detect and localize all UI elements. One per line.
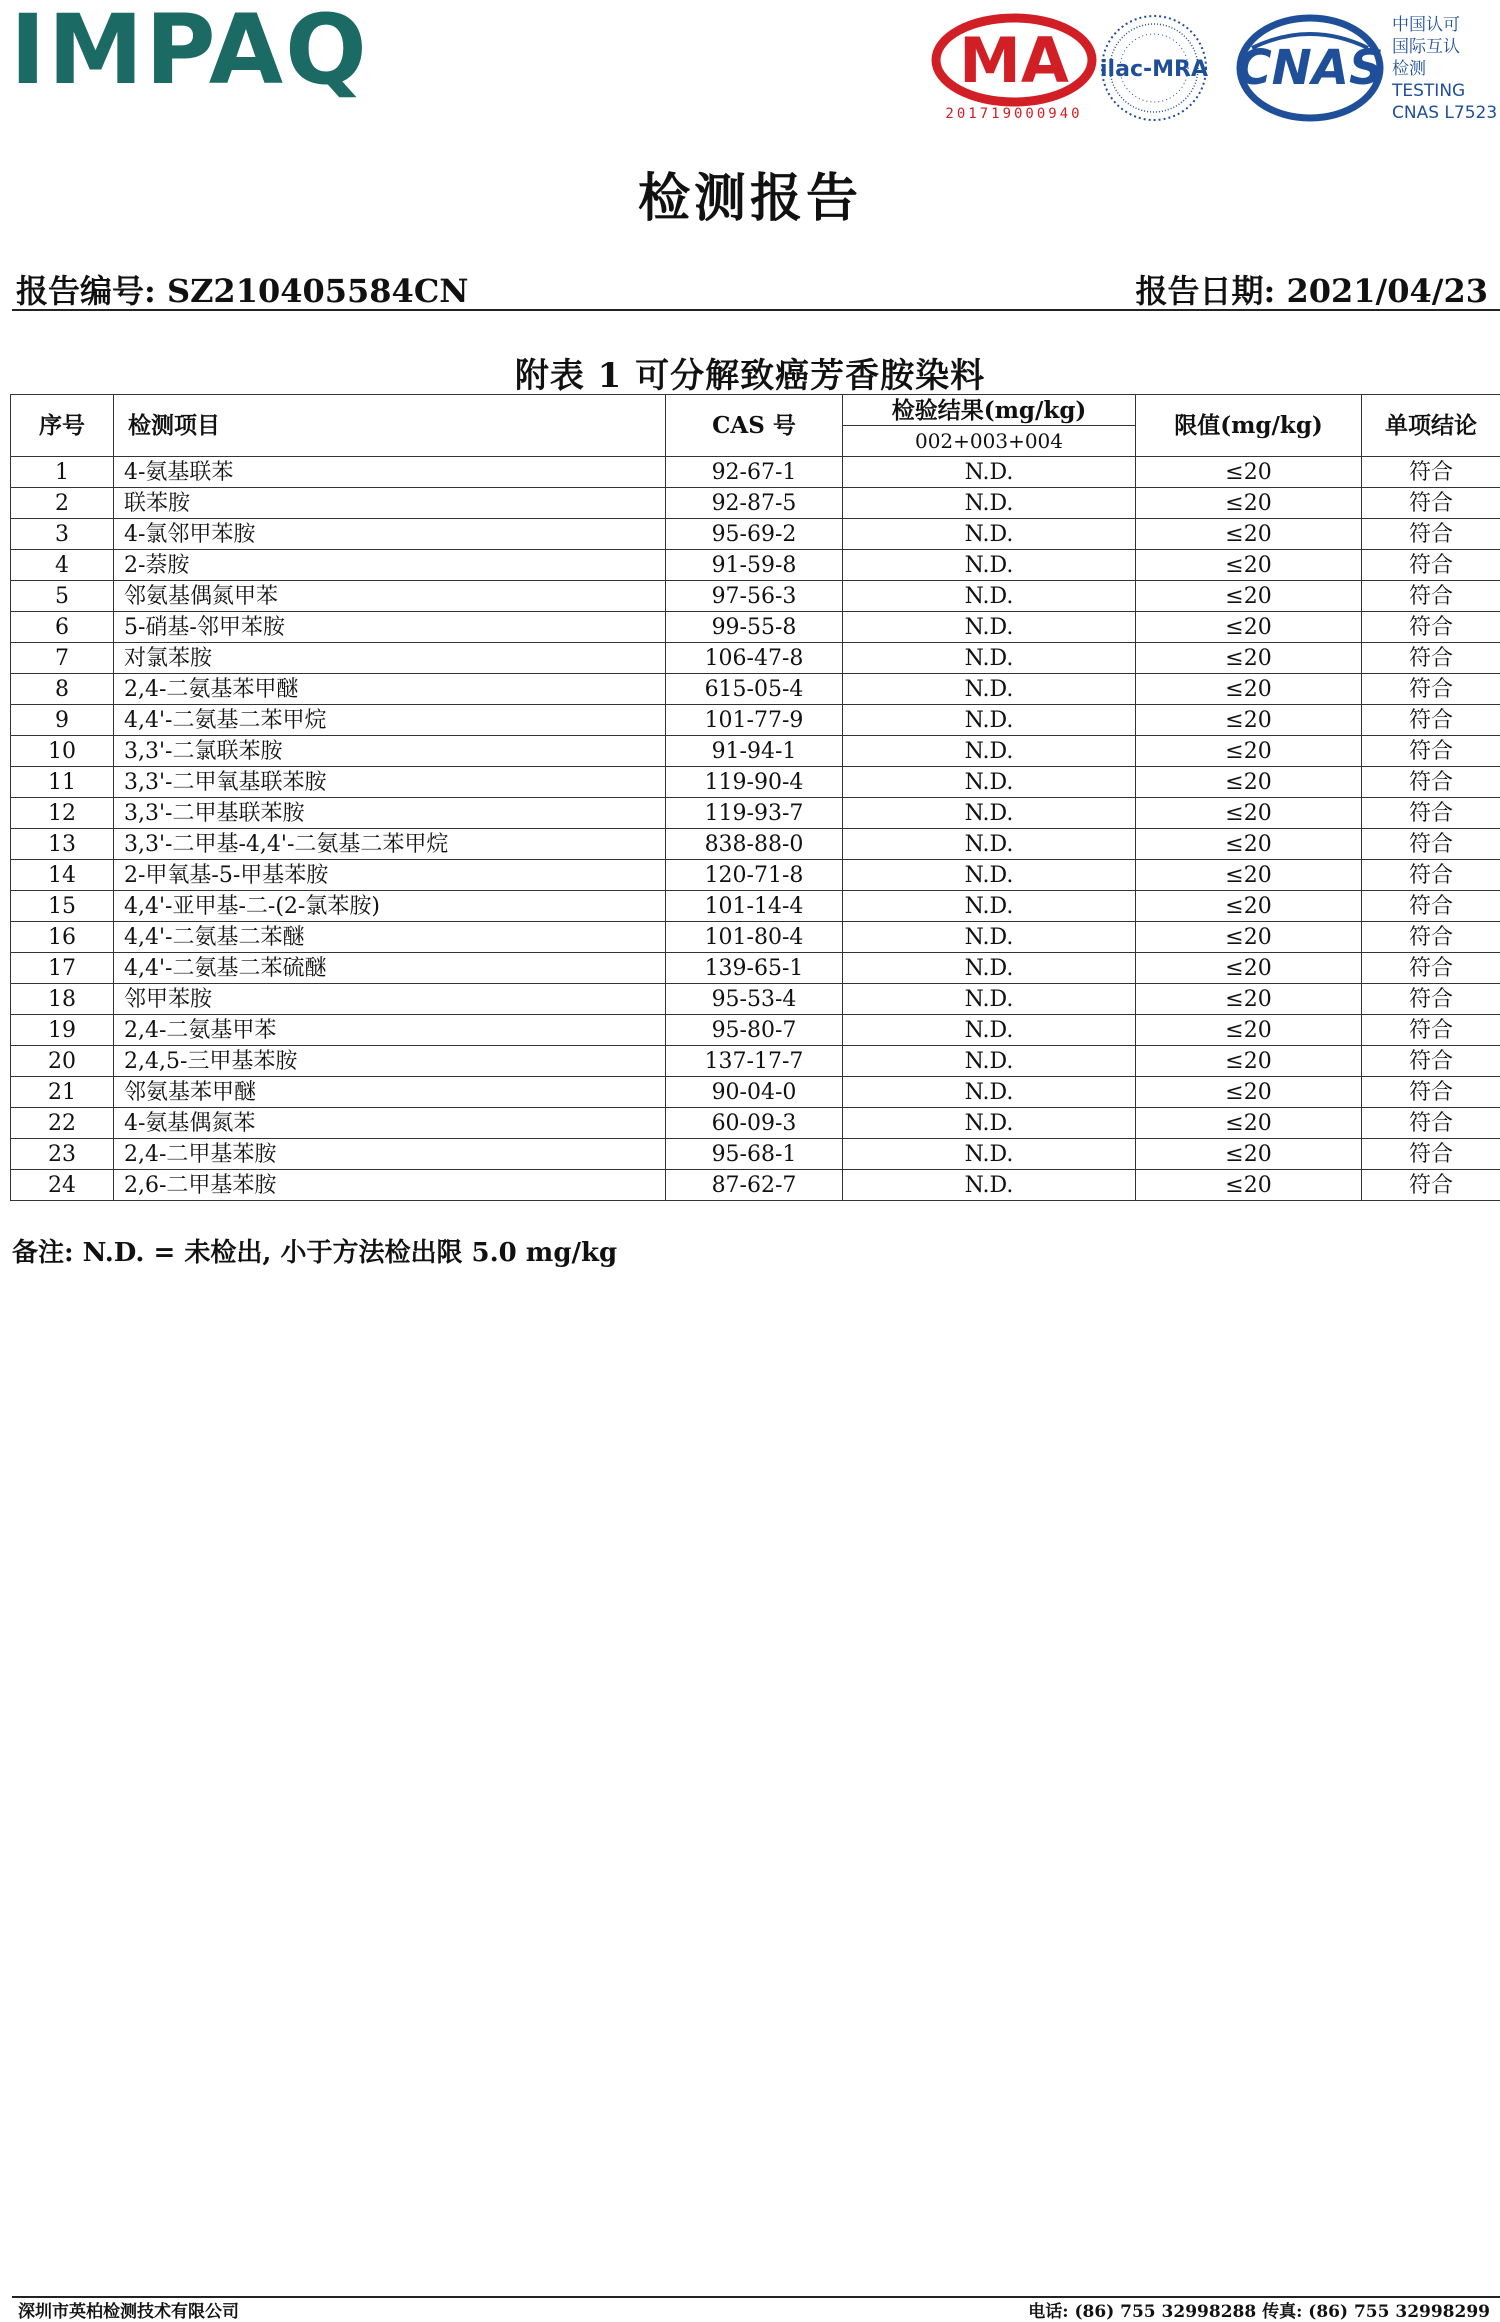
cma-mark-text: MA <box>959 24 1069 97</box>
row-no: 17 <box>11 953 114 984</box>
row-item: 4,4'-亚甲基-二-(2-氯苯胺) <box>114 891 666 922</box>
row-no: 8 <box>11 674 114 705</box>
row-limit: ≤20 <box>1136 519 1362 550</box>
row-result: N.D. <box>843 1046 1136 1077</box>
row-cas: 119-90-4 <box>666 767 843 798</box>
row-limit: ≤20 <box>1136 1046 1362 1077</box>
row-item: 2,4-二甲基苯胺 <box>114 1139 666 1170</box>
row-conclusion: 符合 <box>1362 829 1500 860</box>
row-limit: ≤20 <box>1136 1170 1362 1201</box>
row-item: 邻氨基偶氮甲苯 <box>114 581 666 612</box>
table-row <box>11 736 1500 767</box>
row-cas: 91-59-8 <box>666 550 843 581</box>
cma-number-text: 201719000940 <box>945 106 1083 122</box>
row-conclusion: 符合 <box>1362 519 1500 550</box>
results-table <box>10 394 1500 1201</box>
row-no: 23 <box>11 1139 114 1170</box>
row-no: 10 <box>11 736 114 767</box>
row-cas: 97-56-3 <box>666 581 843 612</box>
row-result: N.D. <box>843 519 1136 550</box>
impaq-logo: IMPAQ <box>10 0 369 106</box>
row-conclusion: 符合 <box>1362 1015 1500 1046</box>
header-item: 检测项目 <box>114 395 666 457</box>
row-item: 对氯苯胺 <box>114 643 666 674</box>
row-cas: 838-88-0 <box>666 829 843 860</box>
document-title: 检测报告 <box>637 168 862 229</box>
row-cas: 95-80-7 <box>666 1015 843 1046</box>
row-limit: ≤20 <box>1136 798 1362 829</box>
row-conclusion: 符合 <box>1362 1139 1500 1170</box>
header-cas: CAS 号 <box>666 395 843 457</box>
table-row <box>11 922 1500 953</box>
row-no: 20 <box>11 1046 114 1077</box>
row-no: 18 <box>11 984 114 1015</box>
row-item: 5-硝基-邻甲苯胺 <box>114 612 666 643</box>
row-conclusion: 符合 <box>1362 705 1500 736</box>
footer-company: 深圳市英柏检测技术有限公司 <box>18 2302 239 2322</box>
row-cas: 101-80-4 <box>666 922 843 953</box>
ilac-mra-logo <box>1098 6 1210 130</box>
row-result: N.D. <box>843 860 1136 891</box>
row-item: 3,3'-二甲氧基联苯胺 <box>114 767 666 798</box>
row-cas: 90-04-0 <box>666 1077 843 1108</box>
table-row <box>11 550 1500 581</box>
row-cas: 95-53-4 <box>666 984 843 1015</box>
remark-note: 备注: N.D. = 未检出, 小于方法检出限 5.0 mg/kg <box>12 1238 618 1268</box>
row-cas: 92-87-5 <box>666 488 843 519</box>
row-conclusion: 符合 <box>1362 581 1500 612</box>
cnas-side-line: CNAS L7523 <box>1392 103 1498 123</box>
cnas-accreditation-text <box>1392 14 1500 124</box>
row-cas: 106-47-8 <box>666 643 843 674</box>
cnas-logo <box>1232 10 1388 126</box>
row-result: N.D. <box>843 953 1136 984</box>
row-limit: ≤20 <box>1136 736 1362 767</box>
row-no: 11 <box>11 767 114 798</box>
row-result: N.D. <box>843 984 1136 1015</box>
table-row <box>11 1170 1500 1201</box>
row-result: N.D. <box>843 550 1136 581</box>
row-limit: ≤20 <box>1136 984 1362 1015</box>
row-item: 2,4-二氨基苯甲醚 <box>114 674 666 705</box>
table-row <box>11 1077 1500 1108</box>
table-row <box>11 953 1500 984</box>
results-table-body <box>11 457 1500 1201</box>
row-result: N.D. <box>843 736 1136 767</box>
header-conclusion: 单项结论 <box>1362 395 1500 457</box>
row-item: 3,3'-二甲基-4,4'-二氨基二苯甲烷 <box>114 829 666 860</box>
row-no: 12 <box>11 798 114 829</box>
row-item: 2,4-二氨基甲苯 <box>114 1015 666 1046</box>
row-result: N.D. <box>843 891 1136 922</box>
cnas-side-line: 检测 <box>1392 59 1426 79</box>
row-item: 4-氨基偶氮苯 <box>114 1108 666 1139</box>
row-cas: 615-05-4 <box>666 674 843 705</box>
header-no: 序号 <box>11 395 114 457</box>
row-result: N.D. <box>843 1108 1136 1139</box>
row-item: 4-氯邻甲苯胺 <box>114 519 666 550</box>
cnas-side-line: TESTING <box>1392 81 1466 101</box>
row-result: N.D. <box>843 829 1136 860</box>
header-limit: 限值(mg/kg) <box>1136 395 1362 457</box>
cnas-mark-text: CNAS <box>1236 40 1384 96</box>
row-cas: 92-67-1 <box>666 457 843 488</box>
row-no: 4 <box>11 550 114 581</box>
row-conclusion: 符合 <box>1362 922 1500 953</box>
row-conclusion: 符合 <box>1362 457 1500 488</box>
row-no: 5 <box>11 581 114 612</box>
row-no: 9 <box>11 705 114 736</box>
row-cas: 95-68-1 <box>666 1139 843 1170</box>
row-limit: ≤20 <box>1136 860 1362 891</box>
row-limit: ≤20 <box>1136 1015 1362 1046</box>
row-no: 15 <box>11 891 114 922</box>
footer-contact: 电话: (86) 755 32998288 传真: (86) 755 32998299 <box>1028 2302 1490 2322</box>
header-result-sample: 002+003+004 <box>843 426 1136 457</box>
row-cas: 101-77-9 <box>666 705 843 736</box>
table-row <box>11 643 1500 674</box>
row-limit: ≤20 <box>1136 829 1362 860</box>
row-item: 联苯胺 <box>114 488 666 519</box>
row-result: N.D. <box>843 457 1136 488</box>
row-limit: ≤20 <box>1136 1139 1362 1170</box>
row-limit: ≤20 <box>1136 1077 1362 1108</box>
row-limit: ≤20 <box>1136 674 1362 705</box>
table-row <box>11 705 1500 736</box>
row-no: 6 <box>11 612 114 643</box>
row-cas: 60-09-3 <box>666 1108 843 1139</box>
row-limit: ≤20 <box>1136 457 1362 488</box>
row-limit: ≤20 <box>1136 922 1362 953</box>
ilac-mra-text: ilac-MRA <box>1100 57 1208 82</box>
table-row <box>11 674 1500 705</box>
row-conclusion: 符合 <box>1362 860 1500 891</box>
row-result: N.D. <box>843 1077 1136 1108</box>
row-no: 21 <box>11 1077 114 1108</box>
row-no: 22 <box>11 1108 114 1139</box>
table-row <box>11 488 1500 519</box>
row-item: 邻氨基苯甲醚 <box>114 1077 666 1108</box>
row-limit: ≤20 <box>1136 581 1362 612</box>
table-row <box>11 891 1500 922</box>
header-result: 检验结果(mg/kg) <box>843 395 1136 426</box>
row-conclusion: 符合 <box>1362 984 1500 1015</box>
row-no: 16 <box>11 922 114 953</box>
row-result: N.D. <box>843 767 1136 798</box>
row-result: N.D. <box>843 643 1136 674</box>
row-conclusion: 符合 <box>1362 550 1500 581</box>
row-result: N.D. <box>843 674 1136 705</box>
row-no: 1 <box>11 457 114 488</box>
row-cas: 119-93-7 <box>666 798 843 829</box>
row-no: 14 <box>11 860 114 891</box>
table-row <box>11 829 1500 860</box>
table-row <box>11 1139 1500 1170</box>
row-conclusion: 符合 <box>1362 1046 1500 1077</box>
row-no: 19 <box>11 1015 114 1046</box>
row-no: 24 <box>11 1170 114 1201</box>
row-cas: 87-62-7 <box>666 1170 843 1201</box>
table-row <box>11 457 1500 488</box>
report-date: 报告日期: 2021/04/23 <box>1135 272 1488 310</box>
row-limit: ≤20 <box>1136 643 1362 674</box>
row-no: 7 <box>11 643 114 674</box>
row-limit: ≤20 <box>1136 488 1362 519</box>
row-conclusion: 符合 <box>1362 798 1500 829</box>
row-result: N.D. <box>843 705 1136 736</box>
row-cas: 120-71-8 <box>666 860 843 891</box>
table-row <box>11 612 1500 643</box>
row-limit: ≤20 <box>1136 1108 1362 1139</box>
table-row <box>11 1046 1500 1077</box>
row-item: 3,3'-二甲基联苯胺 <box>114 798 666 829</box>
table-row <box>11 519 1500 550</box>
row-result: N.D. <box>843 1015 1136 1046</box>
row-conclusion: 符合 <box>1362 1170 1500 1201</box>
row-result: N.D. <box>843 581 1136 612</box>
row-cas: 91-94-1 <box>666 736 843 767</box>
row-limit: ≤20 <box>1136 705 1362 736</box>
table-row <box>11 581 1500 612</box>
row-cas: 137-17-7 <box>666 1046 843 1077</box>
cnas-side-line: 国际互认 <box>1392 37 1460 57</box>
row-conclusion: 符合 <box>1362 767 1500 798</box>
row-item: 4,4'-二氨基二苯硫醚 <box>114 953 666 984</box>
row-no: 3 <box>11 519 114 550</box>
table-row <box>11 860 1500 891</box>
row-item: 2-萘胺 <box>114 550 666 581</box>
row-item: 3,3'-二氯联苯胺 <box>114 736 666 767</box>
row-item: 2,6-二甲基苯胺 <box>114 1170 666 1201</box>
row-no: 2 <box>11 488 114 519</box>
cnas-side-line: 中国认可 <box>1392 15 1460 35</box>
table-row <box>11 1015 1500 1046</box>
row-limit: ≤20 <box>1136 767 1362 798</box>
row-cas: 95-69-2 <box>666 519 843 550</box>
row-item: 2-甲氧基-5-甲基苯胺 <box>114 860 666 891</box>
report-number: 报告编号: SZ210405584CN <box>16 272 469 310</box>
row-item: 邻甲苯胺 <box>114 984 666 1015</box>
row-limit: ≤20 <box>1136 550 1362 581</box>
row-result: N.D. <box>843 922 1136 953</box>
row-conclusion: 符合 <box>1362 891 1500 922</box>
row-limit: ≤20 <box>1136 953 1362 984</box>
row-limit: ≤20 <box>1136 891 1362 922</box>
row-conclusion: 符合 <box>1362 953 1500 984</box>
row-conclusion: 符合 <box>1362 612 1500 643</box>
row-result: N.D. <box>843 798 1136 829</box>
table-row <box>11 767 1500 798</box>
table-row <box>11 984 1500 1015</box>
row-conclusion: 符合 <box>1362 1077 1500 1108</box>
row-cas: 139-65-1 <box>666 953 843 984</box>
table-row <box>11 1108 1500 1139</box>
row-result: N.D. <box>843 488 1136 519</box>
row-item: 4-氨基联苯 <box>114 457 666 488</box>
row-cas: 99-55-8 <box>666 612 843 643</box>
table-title: 附表 1 可分解致癌芳香胺染料 <box>514 356 986 396</box>
row-conclusion: 符合 <box>1362 736 1500 767</box>
cma-certification-logo <box>930 10 1098 122</box>
row-result: N.D. <box>843 612 1136 643</box>
row-result: N.D. <box>843 1139 1136 1170</box>
row-no: 13 <box>11 829 114 860</box>
row-item: 2,4,5-三甲基苯胺 <box>114 1046 666 1077</box>
row-result: N.D. <box>843 1170 1136 1201</box>
header-divider <box>12 309 1500 311</box>
row-item: 4,4'-二氨基二苯甲烷 <box>114 705 666 736</box>
row-item: 4,4'-二氨基二苯醚 <box>114 922 666 953</box>
row-cas: 101-14-4 <box>666 891 843 922</box>
row-conclusion: 符合 <box>1362 1108 1500 1139</box>
row-conclusion: 符合 <box>1362 674 1500 705</box>
row-conclusion: 符合 <box>1362 488 1500 519</box>
row-conclusion: 符合 <box>1362 643 1500 674</box>
table-row <box>11 798 1500 829</box>
row-limit: ≤20 <box>1136 612 1362 643</box>
